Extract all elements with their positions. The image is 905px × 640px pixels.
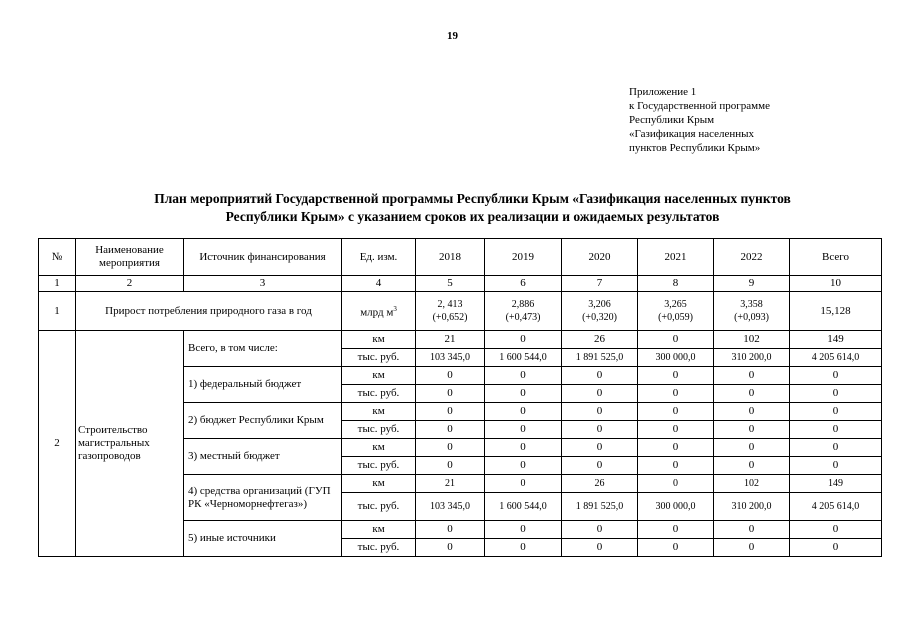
cell: 21 xyxy=(416,331,485,349)
cell: 21 xyxy=(416,475,485,493)
cell: 0 xyxy=(714,439,790,457)
unit-cell: км xyxy=(342,403,416,421)
unit-text: млрд м xyxy=(360,306,394,319)
column-number: 3 xyxy=(184,276,342,292)
cell: 0 xyxy=(790,439,882,457)
value-2022 xyxy=(714,292,790,331)
cell: 0 xyxy=(638,385,714,403)
funding-source-label: Всего, в том числе: xyxy=(184,331,342,367)
cell: 0 xyxy=(485,367,562,385)
cell: 0 xyxy=(638,367,714,385)
cell: 310 200,0 xyxy=(714,493,790,521)
cell: 0 xyxy=(638,439,714,457)
table-header-row xyxy=(39,239,882,276)
unit-cell: км xyxy=(342,367,416,385)
header-source: Источник финансирования xyxy=(184,239,342,276)
cell: 0 xyxy=(485,457,562,475)
header-2019: 2019 xyxy=(485,239,562,276)
value-main: 3,358 xyxy=(740,299,763,310)
cell: 0 xyxy=(562,403,638,421)
cell: 0 xyxy=(638,421,714,439)
appendix-line: Республики Крым xyxy=(629,114,715,126)
cell: 102 xyxy=(714,331,790,349)
cell: 300 000,0 xyxy=(638,349,714,367)
column-number: 8 xyxy=(638,276,714,292)
cell: 0 xyxy=(638,457,714,475)
value-2018 xyxy=(416,292,485,331)
value-delta: (+0,652) xyxy=(432,312,468,323)
cell: 0 xyxy=(562,539,638,557)
cell: 26 xyxy=(562,331,638,349)
row-activity-name: Строительство магистральных газопроводов xyxy=(76,331,184,557)
cell: 0 xyxy=(638,475,714,493)
header-unit: Ед. изм. xyxy=(342,239,416,276)
funding-source-label: 4) средства организаций (ГУП РК «Черноморнефтегаз») xyxy=(184,475,342,521)
unit-cell: тыс. руб. xyxy=(342,421,416,439)
unit-cell: тыс. руб. xyxy=(342,385,416,403)
funding-source-label: 1) федеральный бюджет xyxy=(184,367,342,403)
table-row-gas-consumption xyxy=(39,292,882,331)
cell: 0 xyxy=(485,403,562,421)
cell: 0 xyxy=(790,539,882,557)
column-number-row xyxy=(39,276,882,292)
cell: 0 xyxy=(485,521,562,539)
cell: 0 xyxy=(562,421,638,439)
cell: 0 xyxy=(714,539,790,557)
header-name: Наименование мероприятия xyxy=(76,239,184,276)
cell: 0 xyxy=(485,385,562,403)
cell: 0 xyxy=(416,367,485,385)
cell: 0 xyxy=(562,439,638,457)
cell: 0 xyxy=(790,385,882,403)
column-number: 4 xyxy=(342,276,416,292)
value-delta: (+0,473) xyxy=(505,312,541,323)
cell: 0 xyxy=(714,457,790,475)
header-2018: 2018 xyxy=(416,239,485,276)
cell: 0 xyxy=(638,521,714,539)
unit-cell: тыс. руб. xyxy=(342,457,416,475)
funding-source-label: 3) местный бюджет xyxy=(184,439,342,475)
cell: 0 xyxy=(416,439,485,457)
column-number: 1 xyxy=(39,276,76,292)
title-line: Республики Крым» с указанием сроков их реализации и ожидаемых результатов xyxy=(225,209,720,224)
header-total: Всего xyxy=(790,239,882,276)
appendix-line: пунктов Республики Крым» xyxy=(629,142,761,154)
cell: 0 xyxy=(562,521,638,539)
cell: 1 600 544,0 xyxy=(485,349,562,367)
value-2019 xyxy=(485,292,562,331)
appendix-line: Приложение 1 xyxy=(629,86,697,98)
unit-cell: км xyxy=(342,439,416,457)
cell: 0 xyxy=(790,521,882,539)
cell: 149 xyxy=(790,331,882,349)
cell: 0 xyxy=(416,457,485,475)
value-main: 2,886 xyxy=(511,299,535,310)
cell: 149 xyxy=(790,475,882,493)
value-total: 15,128 xyxy=(790,292,882,331)
funding-source-label: 5) иные источники xyxy=(184,521,342,557)
appendix-block xyxy=(629,85,770,155)
appendix-line: «Газификация населенных xyxy=(629,128,755,140)
cell: 0 xyxy=(416,403,485,421)
cell: 0 xyxy=(562,367,638,385)
value-main: 3,206 xyxy=(588,299,611,310)
cell: 310 200,0 xyxy=(714,349,790,367)
value-2021 xyxy=(638,292,714,331)
row-unit xyxy=(342,292,416,331)
plan-table xyxy=(38,238,882,557)
cell: 0 xyxy=(790,457,882,475)
unit-cell: тыс. руб. xyxy=(342,349,416,367)
value-delta: (+0,059) xyxy=(658,312,693,323)
unit-cell: км xyxy=(342,475,416,493)
cell: 102 xyxy=(714,475,790,493)
cell: 1 600 544,0 xyxy=(485,493,562,521)
value-main: 2, 413 xyxy=(437,299,463,310)
cell: 0 xyxy=(416,385,485,403)
cell: 0 xyxy=(714,521,790,539)
header-no: № xyxy=(39,239,76,276)
page-number: 19 xyxy=(447,30,458,42)
cell: 0 xyxy=(638,539,714,557)
column-number: 5 xyxy=(416,276,485,292)
cell: 0 xyxy=(562,457,638,475)
header-2020: 2020 xyxy=(562,239,638,276)
cell: 4 205 614,0 xyxy=(790,493,882,521)
column-number: 2 xyxy=(76,276,184,292)
cell: 0 xyxy=(714,403,790,421)
column-number: 10 xyxy=(790,276,882,292)
column-number: 7 xyxy=(562,276,638,292)
cell: 1 891 525,0 xyxy=(562,349,638,367)
header-2022: 2022 xyxy=(714,239,790,276)
header-2021: 2021 xyxy=(638,239,714,276)
cell: 0 xyxy=(485,475,562,493)
cell: 0 xyxy=(485,331,562,349)
cell: 1 891 525,0 xyxy=(562,493,638,521)
value-2020 xyxy=(562,292,638,331)
value-delta: (+0,093) xyxy=(734,312,769,323)
appendix-line: к Государственной программе xyxy=(629,100,770,112)
unit-cell: тыс. руб. xyxy=(342,539,416,557)
cell: 300 000,0 xyxy=(638,493,714,521)
cell: 0 xyxy=(562,385,638,403)
value-main: 3,265 xyxy=(664,299,687,310)
row-number: 1 xyxy=(39,292,76,331)
cell: 0 xyxy=(790,367,882,385)
table-row xyxy=(39,331,882,349)
cell: 0 xyxy=(416,539,485,557)
unit-cell: км xyxy=(342,521,416,539)
cell: 0 xyxy=(638,403,714,421)
cell: 103 345,0 xyxy=(416,349,485,367)
cell: 0 xyxy=(485,439,562,457)
cell: 0 xyxy=(416,521,485,539)
unit-superscript: 3 xyxy=(393,304,397,313)
funding-source-label: 2) бюджет Республики Крым xyxy=(184,403,342,439)
cell: 0 xyxy=(714,367,790,385)
value-delta: (+0,320) xyxy=(582,312,617,323)
row-activity-name: Прирост потребления природного газа в год xyxy=(76,292,342,331)
cell: 0 xyxy=(485,539,562,557)
column-number: 9 xyxy=(714,276,790,292)
cell: 0 xyxy=(416,421,485,439)
cell: 0 xyxy=(714,421,790,439)
cell: 0 xyxy=(638,331,714,349)
cell: 0 xyxy=(790,421,882,439)
cell: 26 xyxy=(562,475,638,493)
cell: 0 xyxy=(714,385,790,403)
unit-cell: км xyxy=(342,331,416,349)
column-number: 6 xyxy=(485,276,562,292)
cell: 4 205 614,0 xyxy=(790,349,882,367)
document-title xyxy=(60,190,885,226)
unit-cell: тыс. руб. xyxy=(342,493,416,521)
row-number: 2 xyxy=(39,331,76,557)
cell: 0 xyxy=(485,421,562,439)
cell: 103 345,0 xyxy=(416,493,485,521)
title-line: План мероприятий Государственной программы Республики Крым «Газификация населенных пунктов xyxy=(154,191,791,206)
cell: 0 xyxy=(790,403,882,421)
